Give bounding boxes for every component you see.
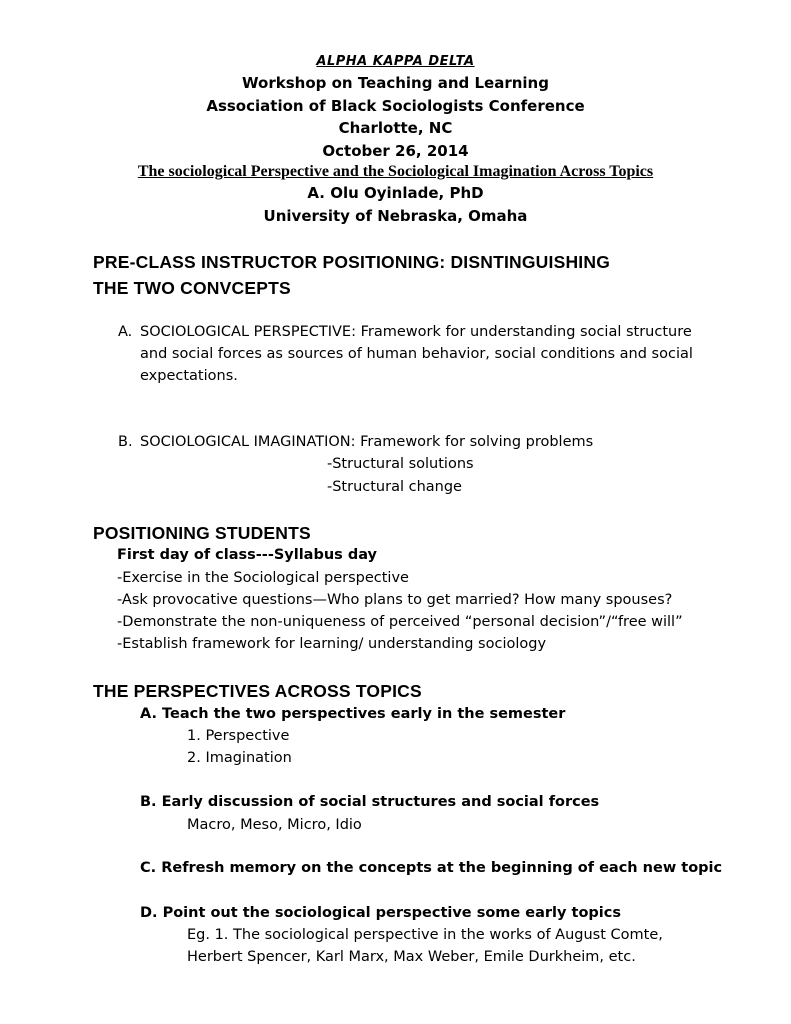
section1-heading-line1: PRE-CLASS INSTRUCTOR POSITIONING: DISNTINGUISHING: [93, 252, 611, 272]
section3-item-b-sub: Macro, Meso, Micro, Idio: [187, 817, 362, 833]
section3-item-a-1: 1. Perspective: [187, 728, 290, 744]
item-b-sub1: -Structural solutions: [327, 456, 474, 472]
conference-name: Association of Black Sociologists Conference: [206, 97, 585, 115]
section3-item-a-2: 2. Imagination: [187, 750, 292, 766]
location: Charlotte, NC: [338, 119, 453, 137]
document-title: The sociological Perspective and the Sociological Imagination Across Topics: [137, 163, 654, 180]
item-a-line1: SOCIOLOGICAL PERSPECTIVE: Framework for understanding social structure: [140, 324, 692, 340]
item-b-sub2: -Structural change: [327, 479, 462, 495]
section2-heading: POSITIONING STUDENTS: [93, 523, 311, 543]
section3-item-d-line1: Eg. 1. The sociological perspective in the works of August Comte,: [187, 927, 663, 943]
section3-item-a: A. Teach the two perspectives early in the semester: [140, 706, 566, 722]
org-name: ALPHA KAPPA DELTA: [316, 54, 475, 69]
section3-item-d-line2: Herbert Spencer, Karl Marx, Max Weber, Emile Durkheim, etc.: [187, 949, 636, 965]
item-a-marker: A.: [118, 324, 133, 340]
item-b-marker: B.: [118, 434, 133, 450]
affiliation: University of Nebraska, Omaha: [263, 207, 528, 225]
section1-heading-line2: THE TWO CONVCEPTS: [93, 278, 291, 298]
section2-bullet1: -Exercise in the Sociological perspective: [117, 570, 409, 586]
section3-heading: THE PERSPECTIVES ACROSS TOPICS: [93, 681, 422, 701]
item-b-line1: SOCIOLOGICAL IMAGINATION: Framework for solving problems: [140, 434, 594, 450]
item-a-line3: expectations.: [140, 368, 238, 384]
section2-bullet4: -Establish framework for learning/ understanding sociology: [117, 636, 547, 652]
author: A. Olu Oyinlade, PhD: [307, 184, 484, 202]
section3-item-b: B. Early discussion of social structures and social forces: [140, 794, 600, 810]
section3-item-c: C. Refresh memory on the concepts at the beginning of each new topic: [140, 860, 723, 876]
workshop-title: Workshop on Teaching and Learning: [242, 74, 549, 92]
section2-bullet2: -Ask provocative questions—Who plans to get married? How many spouses?: [117, 592, 673, 608]
item-a-line2: and social forces as sources of human behavior, social conditions and social: [140, 346, 693, 362]
section2-lead: First day of class---Syllabus day: [117, 547, 378, 563]
date: October 26, 2014: [322, 142, 469, 160]
section3-item-d: D. Point out the sociological perspective some early topics: [140, 905, 621, 921]
section2-bullet3: -Demonstrate the non-uniqueness of perceived “personal decision”/“free will”: [117, 614, 683, 630]
